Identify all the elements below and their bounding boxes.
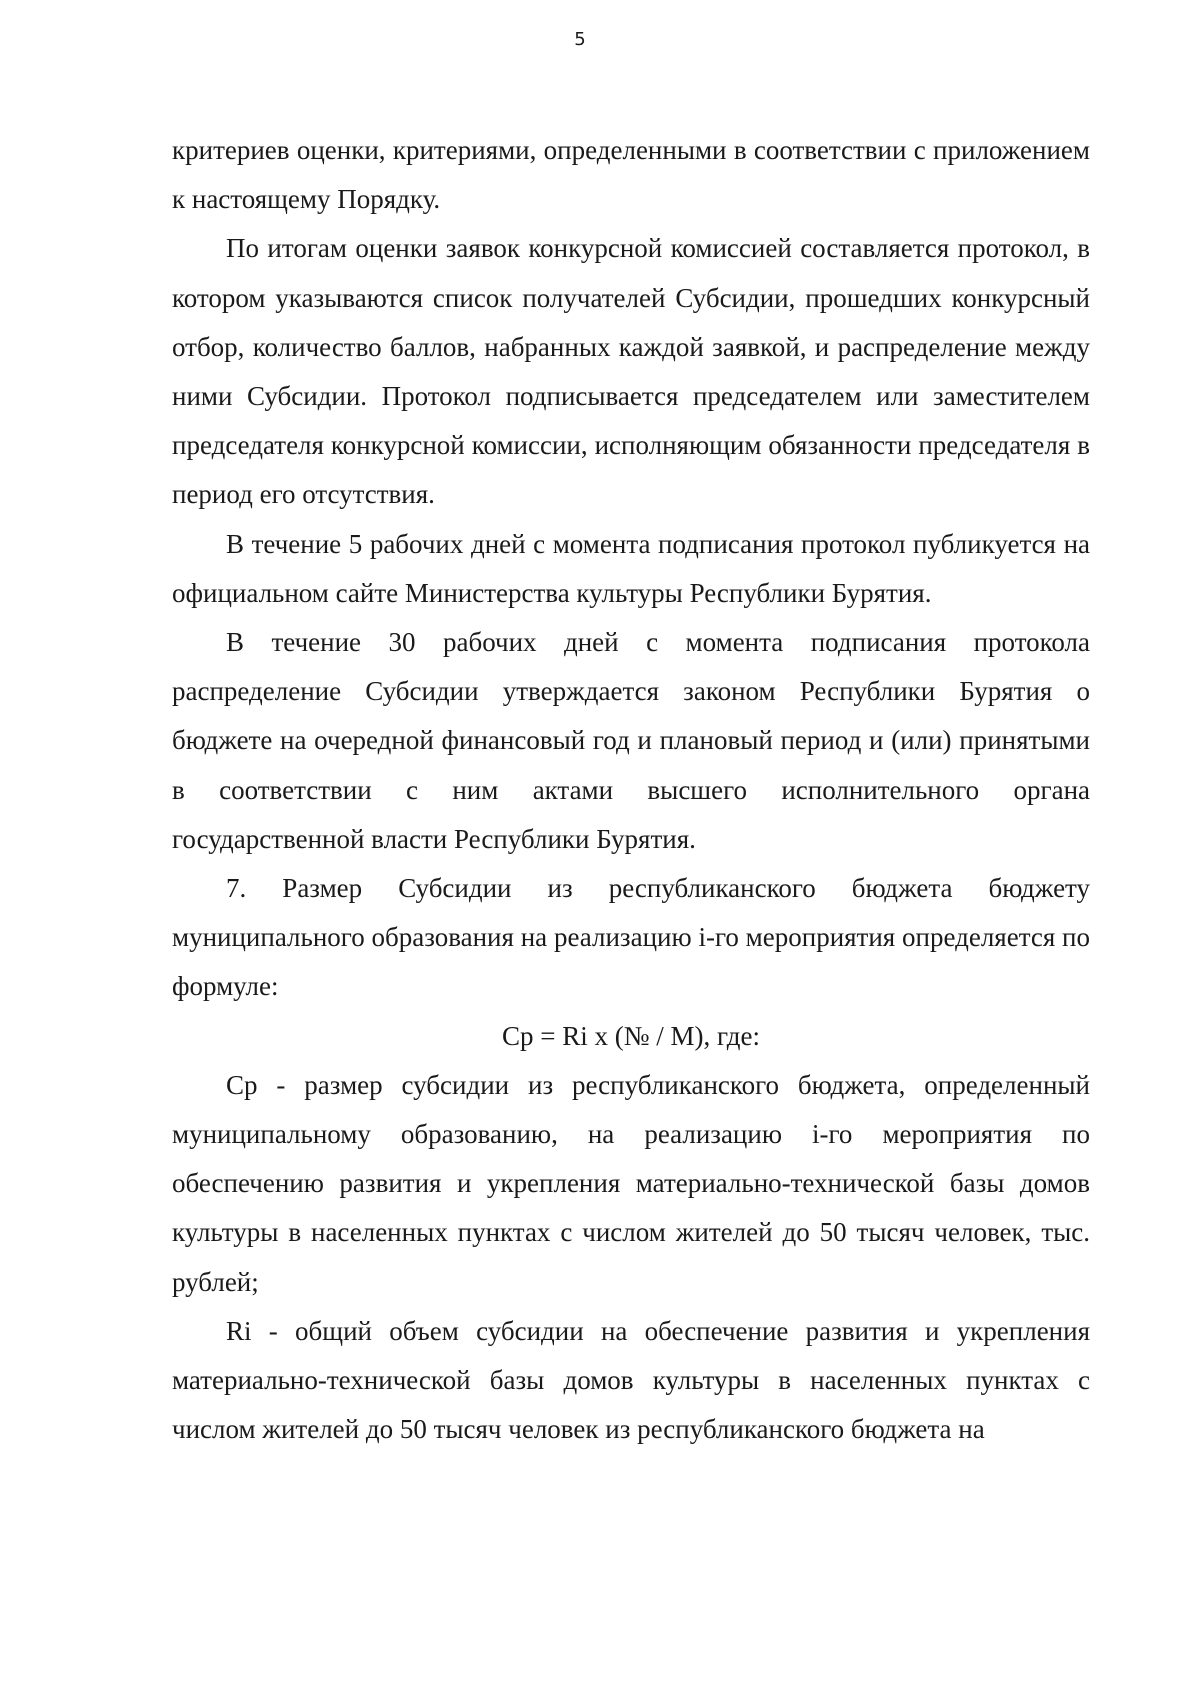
formula: Ср = Ri x (№ / M), где: xyxy=(502,1020,760,1051)
paragraph-distribution: В течение 30 рабочих дней с момента подписания протокола распределение Субсидии утверждается законом Республики Бурятия о бюджете на очередной финансовый год и плановый период и (или) принятыми в соответствии с ним актами высшего исполнительного органа государственной власти Республики Бурятия. xyxy=(172,627,1090,854)
paragraph-criteria-continuation: критериев оценки, критериями, определенными в соответствии с приложением к настоящему Порядку. xyxy=(172,135,1090,215)
definition-ri: Ri - общий объем субсидии на обеспечение развития и укрепления материально-технической базы домов культуры в населенных пунктах с числом жителей до 50 тысяч человек из республиканского бюджета на xyxy=(172,1315,1090,1445)
paragraph-publication: В течение 5 рабочих дней с момента подписания протокол публикуется на официальном сайте Министерства культуры Республики Бурятия. xyxy=(172,528,1090,608)
paragraph-subsidy-size: 7. Размер Субсидии из республиканского бюджета бюджету муниципального образования на реализацию i-го мероприятия определяется по формуле: xyxy=(172,873,1090,1002)
definition-cp: Ср - размер субсидии из республиканского бюджета, определенный муниципальному образованию, на реализацию i-го мероприятия по обеспечению развития и укрепления материально-технической базы домов культуры в населенных пунктах с числом жителей до 50 тысяч человек, тыс. рублей; xyxy=(172,1069,1090,1297)
document-body xyxy=(172,126,1090,1454)
paragraph-protocol: По итогам оценки заявок конкурсной комиссией составляется протокол, в котором указываются список получателей Субсидии, прошедших конкурсный отбор, количество баллов, набранных каждой заявкой, и распределение между ними Субсидии. Протокол подписывается председателем или заместителем председателя конкурсной комиссии, исполняющим обязанности председателя в период его отсутствия. xyxy=(172,233,1090,510)
page-number: 5 xyxy=(574,29,586,50)
